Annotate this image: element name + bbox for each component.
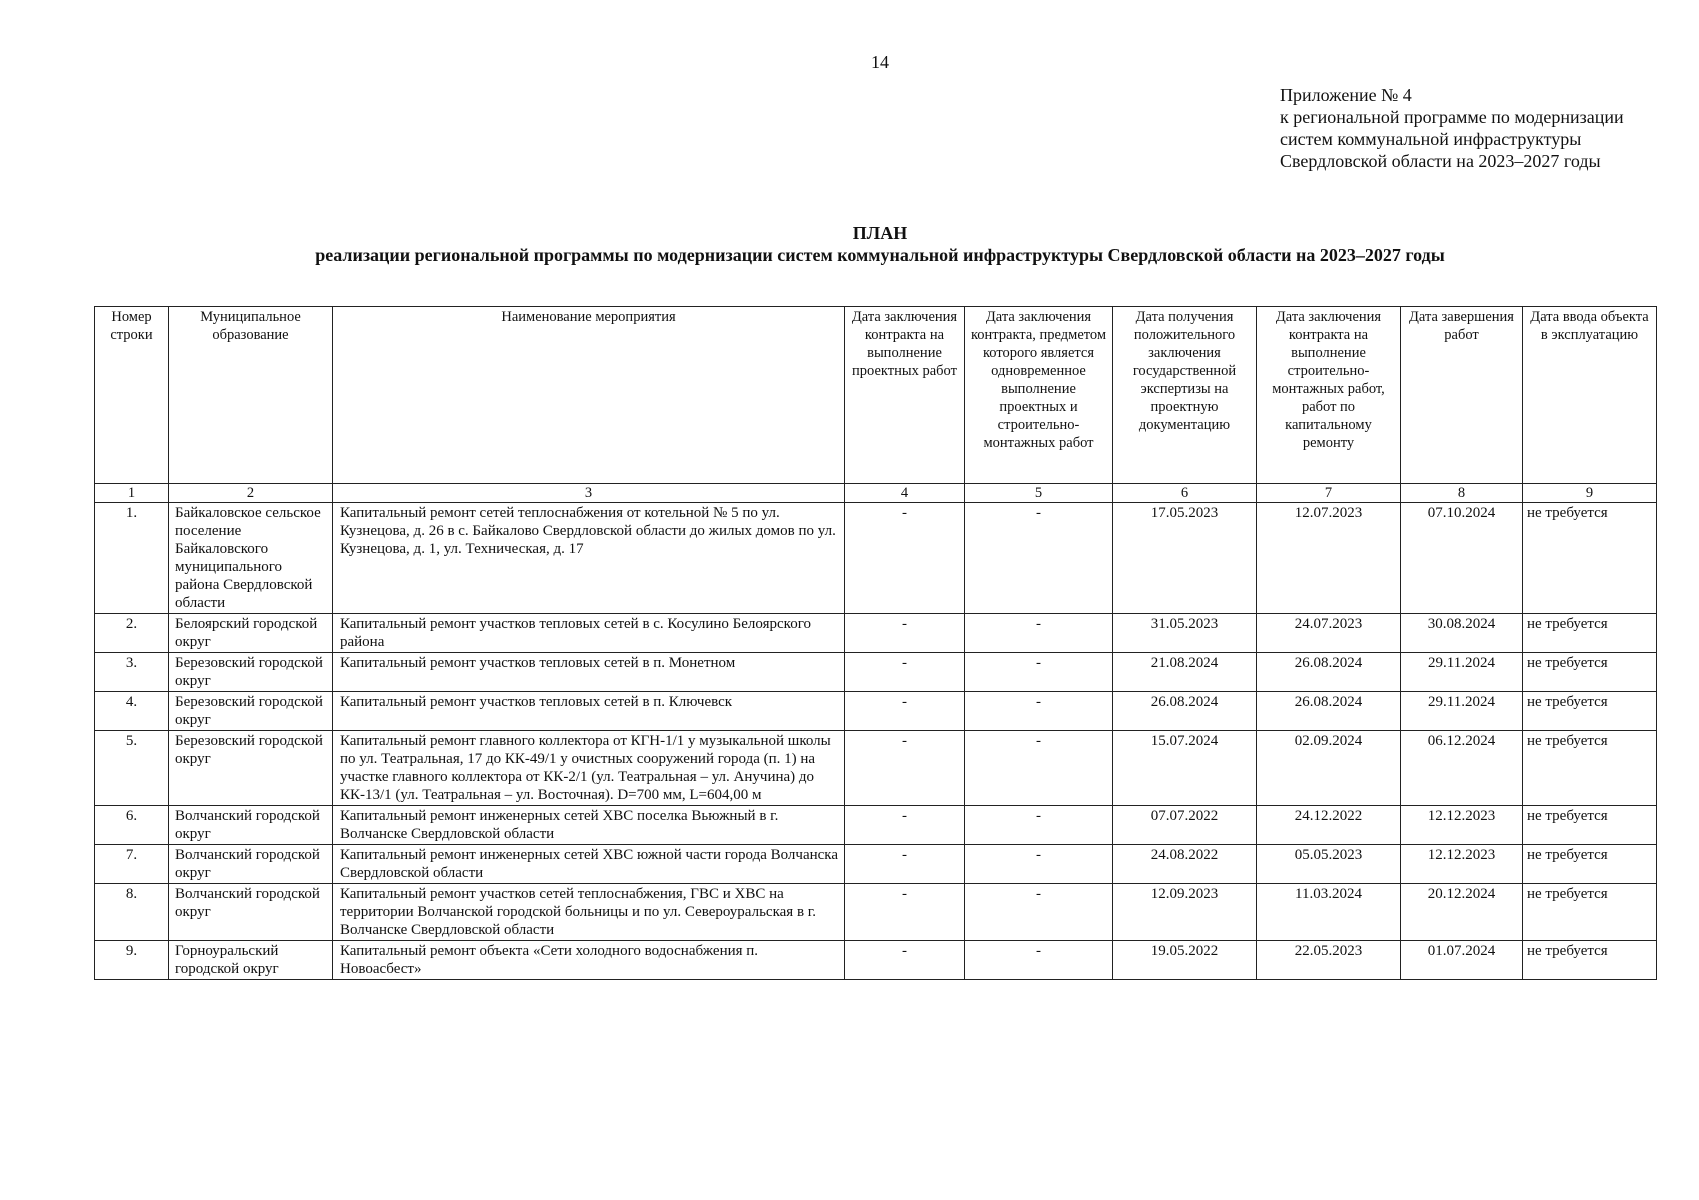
event-name-cell: Капитальный ремонт главного коллектора от КГН-1/1 у музыкальной школы по ул. Театральная, 17 до КК-49/1 у очистных сооружений города (п. 1) на участке главного коллектора от КК-2/1 (ул. Театральная – ул. Анучина) до КК-13/1 (ул. Театральная – ул. Восточная). D=700 мм, L=604,00 м: [333, 731, 845, 806]
row-number: 6.: [95, 806, 169, 845]
design-contract-cell: -: [845, 692, 965, 731]
table-row: [95, 503, 1657, 614]
event-name-cell: Капитальный ремонт участков тепловых сетей в п. Монетном: [333, 653, 845, 692]
event-name-cell: Капитальный ремонт участков тепловых сетей в п. Ключевск: [333, 692, 845, 731]
construction-contract-cell: 11.03.2024: [1257, 884, 1401, 941]
design-contract-cell: -: [845, 884, 965, 941]
column-number: 4: [845, 484, 965, 503]
event-name-cell: Капитальный ремонт участков сетей теплоснабжения, ГВС и ХВС на территории Волчанской городской больницы и по ул. Североуральская в г. Волчанске Свердловской области: [333, 884, 845, 941]
header-combined-contract-date: Дата заключения контракта, предметом которого является одновременное выполнение проектных и строительно-монтажных работ: [965, 307, 1113, 484]
construction-contract-cell: 22.05.2023: [1257, 941, 1401, 980]
combined-contract-cell: -: [965, 503, 1113, 614]
event-name-cell: Капитальный ремонт инженерных сетей ХВС южной части города Волчанска Свердловской области: [333, 845, 845, 884]
table-row: [95, 692, 1657, 731]
combined-contract-cell: -: [965, 941, 1113, 980]
table-row: [95, 614, 1657, 653]
municipality-cell: Волчанский городской округ: [169, 845, 333, 884]
event-name-cell: Капитальный ремонт участков тепловых сетей в с. Косулино Белоярского района: [333, 614, 845, 653]
table-row: [95, 845, 1657, 884]
plan-table: [94, 306, 1657, 980]
construction-contract-cell: 24.12.2022: [1257, 806, 1401, 845]
appendix-line: Свердловской области на 2023–2027 годы: [1280, 151, 1601, 171]
row-number: 7.: [95, 845, 169, 884]
expertise-date-cell: 31.05.2023: [1113, 614, 1257, 653]
header-expertise-date: Дата получения положительного заключения государственной экспертизы на проектную документацию: [1113, 307, 1257, 484]
combined-contract-cell: -: [965, 731, 1113, 806]
expertise-date-cell: 24.08.2022: [1113, 845, 1257, 884]
expertise-date-cell: 17.05.2023: [1113, 503, 1257, 614]
event-name-cell: Капитальный ремонт объекта «Сети холодного водоснабжения п. Новоасбест»: [333, 941, 845, 980]
design-contract-cell: -: [845, 653, 965, 692]
combined-contract-cell: -: [965, 614, 1113, 653]
commissioning-cell: не требуется: [1523, 653, 1657, 692]
header-municipality: Муниципальное образование: [169, 307, 333, 484]
expertise-date-cell: 21.08.2024: [1113, 653, 1257, 692]
municipality-cell: Волчанский городской округ: [169, 806, 333, 845]
combined-contract-cell: -: [965, 845, 1113, 884]
construction-contract-cell: 26.08.2024: [1257, 692, 1401, 731]
commissioning-cell: не требуется: [1523, 731, 1657, 806]
municipality-cell: Белоярский городской округ: [169, 614, 333, 653]
expertise-date-cell: 19.05.2022: [1113, 941, 1257, 980]
row-number: 8.: [95, 884, 169, 941]
completion-date-cell: 07.10.2024: [1401, 503, 1523, 614]
appendix-line: к региональной программе по модернизации: [1280, 107, 1624, 127]
page-number: 14: [871, 52, 889, 72]
commissioning-cell: не требуется: [1523, 845, 1657, 884]
completion-date-cell: 30.08.2024: [1401, 614, 1523, 653]
completion-date-cell: 20.12.2024: [1401, 884, 1523, 941]
commissioning-cell: не требуется: [1523, 941, 1657, 980]
expertise-date-cell: 07.07.2022: [1113, 806, 1257, 845]
design-contract-cell: -: [845, 614, 965, 653]
combined-contract-cell: -: [965, 692, 1113, 731]
completion-date-cell: 06.12.2024: [1401, 731, 1523, 806]
municipality-cell: Березовский городской округ: [169, 731, 333, 806]
commissioning-cell: не требуется: [1523, 806, 1657, 845]
completion-date-cell: 29.11.2024: [1401, 653, 1523, 692]
expertise-date-cell: 26.08.2024: [1113, 692, 1257, 731]
event-name-cell: Капитальный ремонт инженерных сетей ХВС поселка Вьюжный в г. Волчанске Свердловской области: [333, 806, 845, 845]
municipality-cell: Горноуральский городской округ: [169, 941, 333, 980]
column-number: 7: [1257, 484, 1401, 503]
row-number: 2.: [95, 614, 169, 653]
combined-contract-cell: -: [965, 653, 1113, 692]
column-number: 9: [1523, 484, 1657, 503]
document-subtitle: реализации региональной программы по модернизации систем коммунальной инфраструктуры Свердловской области на 2023–2027 годы: [315, 245, 1445, 265]
construction-contract-cell: 26.08.2024: [1257, 653, 1401, 692]
table-row: [95, 941, 1657, 980]
construction-contract-cell: 02.09.2024: [1257, 731, 1401, 806]
commissioning-cell: не требуется: [1523, 503, 1657, 614]
header-commissioning-date: Дата ввода объекта в эксплуатацию: [1523, 307, 1657, 484]
design-contract-cell: -: [845, 845, 965, 884]
completion-date-cell: 01.07.2024: [1401, 941, 1523, 980]
header-row-number: Номер строки: [95, 307, 169, 484]
column-number: 8: [1401, 484, 1523, 503]
commissioning-cell: не требуется: [1523, 692, 1657, 731]
appendix-note: [1280, 84, 1624, 172]
header-completion-date: Дата завершения работ: [1401, 307, 1523, 484]
header-construction-contract-date: Дата заключения контракта на выполнение строительно-монтажных работ, работ по капитальному ремонту: [1257, 307, 1401, 484]
expertise-date-cell: 12.09.2023: [1113, 884, 1257, 941]
expertise-date-cell: 15.07.2024: [1113, 731, 1257, 806]
column-number: 3: [333, 484, 845, 503]
row-number: 9.: [95, 941, 169, 980]
column-number: 1: [95, 484, 169, 503]
commissioning-cell: не требуется: [1523, 614, 1657, 653]
construction-contract-cell: 05.05.2023: [1257, 845, 1401, 884]
table-row: [95, 884, 1657, 941]
combined-contract-cell: -: [965, 884, 1113, 941]
row-number: 3.: [95, 653, 169, 692]
document-title-block: [0, 222, 1699, 266]
row-number: 4.: [95, 692, 169, 731]
municipality-cell: Березовский городской округ: [169, 653, 333, 692]
completion-date-cell: 12.12.2023: [1401, 806, 1523, 845]
municipality-cell: Байкаловское сельское поселение Байкаловского муниципального района Свердловской области: [169, 503, 333, 614]
municipality-cell: Березовский городской округ: [169, 692, 333, 731]
completion-date-cell: 12.12.2023: [1401, 845, 1523, 884]
construction-contract-cell: 12.07.2023: [1257, 503, 1401, 614]
table-header-row: [95, 307, 1657, 484]
design-contract-cell: -: [845, 806, 965, 845]
commissioning-cell: не требуется: [1523, 884, 1657, 941]
header-event-name: Наименование мероприятия: [333, 307, 845, 484]
design-contract-cell: -: [845, 731, 965, 806]
row-number: 5.: [95, 731, 169, 806]
completion-date-cell: 29.11.2024: [1401, 692, 1523, 731]
document-title: ПЛАН: [852, 223, 908, 243]
design-contract-cell: -: [845, 941, 965, 980]
event-name-cell: Капитальный ремонт сетей теплоснабжения от котельной № 5 по ул. Кузнецова, д. 26 в с. Байкалово Свердловской области до жилых домов по ул. Кузнецова, д. 1, ул. Техническая, д. 17: [333, 503, 845, 614]
header-design-contract-date: Дата заключения контракта на выполнение проектных работ: [845, 307, 965, 484]
municipality-cell: Волчанский городской округ: [169, 884, 333, 941]
row-number: 1.: [95, 503, 169, 614]
column-number: 2: [169, 484, 333, 503]
construction-contract-cell: 24.07.2023: [1257, 614, 1401, 653]
column-number: 5: [965, 484, 1113, 503]
combined-contract-cell: -: [965, 806, 1113, 845]
column-number-row: [95, 484, 1657, 503]
design-contract-cell: -: [845, 503, 965, 614]
appendix-line: Приложение № 4: [1280, 85, 1412, 105]
table-row: [95, 731, 1657, 806]
column-number: 6: [1113, 484, 1257, 503]
table-row: [95, 653, 1657, 692]
table-row: [95, 806, 1657, 845]
appendix-line: систем коммунальной инфраструктуры: [1280, 129, 1582, 149]
